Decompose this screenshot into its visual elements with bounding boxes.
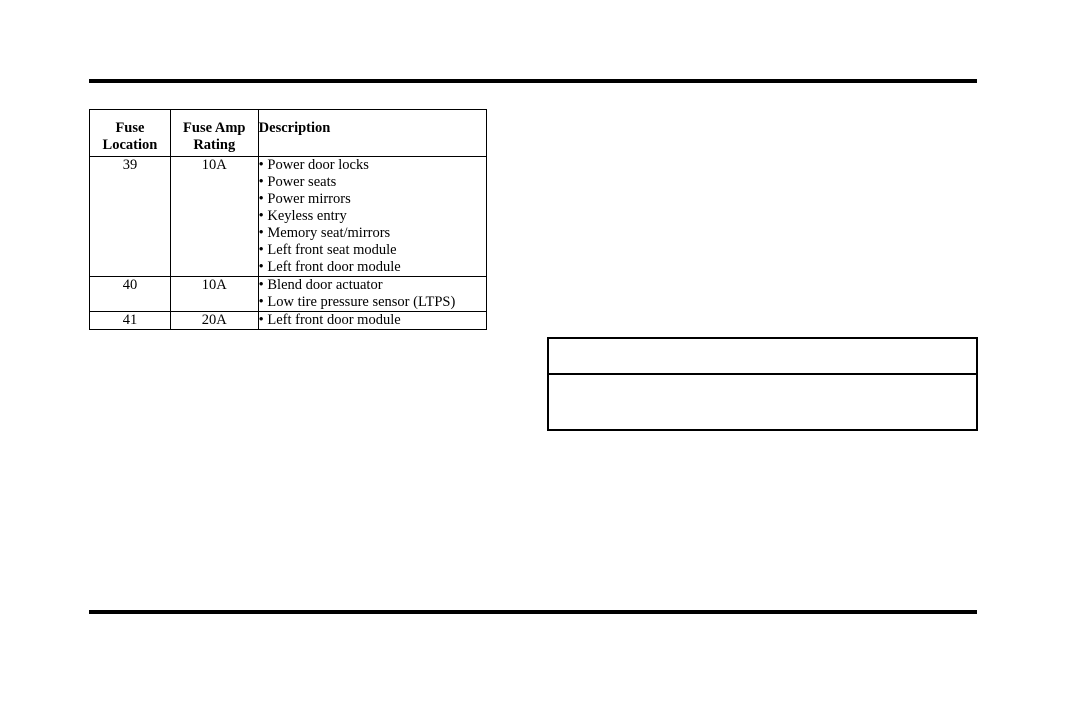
fuse-location-cell: 40 bbox=[90, 277, 171, 312]
fuse-location-cell: 41 bbox=[90, 312, 171, 330]
list-item: • Power mirrors bbox=[259, 191, 486, 208]
table-header-row bbox=[90, 110, 487, 157]
header-fuse-amp-rating: Fuse Amp Rating bbox=[170, 110, 258, 157]
fuse-description-cell bbox=[258, 312, 486, 330]
list-item: • Power seats bbox=[259, 174, 486, 191]
fuse-description-cell bbox=[258, 277, 486, 312]
list-item: • Left front seat module bbox=[259, 242, 486, 259]
empty-note-box bbox=[547, 337, 978, 431]
top-rule bbox=[89, 79, 977, 83]
note-box-header bbox=[549, 339, 976, 375]
header-fuse-location: Fuse Location bbox=[90, 110, 171, 157]
fuse-description-cell bbox=[258, 157, 486, 277]
list-item: • Keyless entry bbox=[259, 208, 486, 225]
bottom-rule bbox=[89, 610, 977, 614]
fuse-table bbox=[89, 109, 487, 330]
table-row bbox=[90, 157, 487, 277]
list-item: • Left front door module bbox=[259, 312, 486, 329]
fuse-location-cell: 39 bbox=[90, 157, 171, 277]
list-item: • Low tire pressure sensor (LTPS) bbox=[259, 294, 486, 311]
table-row bbox=[90, 312, 487, 330]
list-item: • Left front door module bbox=[259, 259, 486, 276]
list-item: • Power door locks bbox=[259, 157, 486, 174]
table-row bbox=[90, 277, 487, 312]
fuse-amp-cell: 20A bbox=[170, 312, 258, 330]
fuse-amp-cell: 10A bbox=[170, 277, 258, 312]
fuse-amp-cell: 10A bbox=[170, 157, 258, 277]
list-item: • Memory seat/mirrors bbox=[259, 225, 486, 242]
list-item: • Blend door actuator bbox=[259, 277, 486, 294]
header-description: Description bbox=[258, 110, 486, 157]
